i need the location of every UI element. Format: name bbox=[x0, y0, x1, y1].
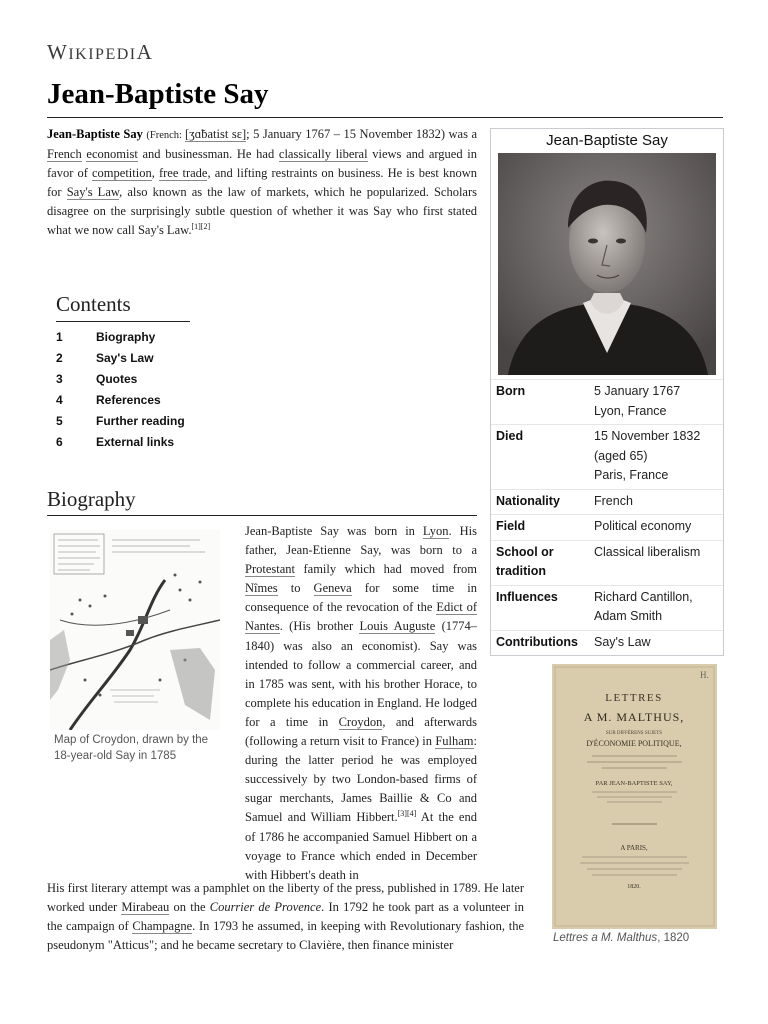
link-fulham[interactable]: Fulham bbox=[435, 734, 474, 749]
contents-divider bbox=[56, 321, 190, 322]
toc-label[interactable]: Biography bbox=[96, 330, 156, 344]
citation-refs[interactable]: [3][4] bbox=[397, 809, 417, 819]
link-classically-liberal[interactable]: classically liberal bbox=[278, 147, 368, 161]
link-political-economy[interactable]: Political economy bbox=[594, 519, 692, 533]
toc-label[interactable]: References bbox=[96, 393, 161, 407]
toc-label[interactable]: External links bbox=[96, 435, 175, 449]
toc-label[interactable]: Say's Law bbox=[96, 351, 154, 365]
infobox-row-field: Field Political economy bbox=[491, 514, 723, 540]
link-protestant[interactable]: Protestant bbox=[245, 562, 295, 577]
book-author: PAR JEAN-BAPTISTE SAY, bbox=[595, 780, 673, 787]
link-classical-liberalism[interactable]: Classical liberalism bbox=[594, 544, 701, 559]
toc-item[interactable]: 1 Biography bbox=[56, 327, 256, 348]
table-of-contents bbox=[56, 327, 256, 453]
subject-name: Jean-Baptiste Say bbox=[47, 127, 143, 141]
book-caption: Lettres a M. Malthus, 1820 bbox=[553, 932, 690, 944]
link-economist[interactable]: economist bbox=[86, 147, 138, 161]
book-title-line-4: D'ÉCONOMIE POLITIQUE, bbox=[586, 739, 682, 748]
infobox-row-nationality: Nationality French bbox=[491, 489, 723, 515]
page-title: Jean-Baptiste Say bbox=[47, 78, 269, 110]
wikipedia-wordmark[interactable]: WIKIPEDIA bbox=[47, 40, 154, 64]
lead-paragraph: Jean-Baptiste Say (French: [ʒɑ̃batist sɛ]; 5 January 1767 – 15 November 1832) was a French economist and businessman. He had classically liberal views and argued in favor of competition, free trade, and lifting restraints on business. He is best known for Say's Law, also known as the law of markets, which he popularized. Scholars disagree on the surprisingly subtle question of whether it was Say who first stated what we now call Say's Law.[1][2] bbox=[47, 127, 478, 237]
link-mirabeau[interactable]: Mirabeau bbox=[121, 900, 170, 915]
infobox-row-died: Died 15 November 1832 (aged 65) Paris, France bbox=[491, 424, 723, 489]
toc-item[interactable]: 6 External links bbox=[56, 432, 256, 453]
toc-label[interactable]: Quotes bbox=[96, 372, 138, 386]
croydon-map-image[interactable] bbox=[50, 530, 220, 730]
link-says-law-infobox[interactable]: Say's Law bbox=[594, 634, 651, 649]
map-caption: Map of Croydon, drawn by the 18-year-old Say in 1785 bbox=[54, 734, 209, 762]
toc-item[interactable]: 4 References bbox=[56, 390, 256, 411]
book-title-line-1: LETTRES bbox=[605, 692, 663, 704]
link-champagne[interactable]: Champagne bbox=[132, 919, 193, 934]
link-lyon-france[interactable]: Lyon, France bbox=[594, 403, 667, 418]
link-lyon[interactable]: Lyon bbox=[422, 524, 449, 538]
infobox-row-contributions: Contributions Say's Law bbox=[491, 630, 723, 656]
contents-heading: Contents bbox=[56, 292, 131, 316]
toc-item[interactable]: 5 Further reading bbox=[56, 411, 256, 432]
pronunciation-link[interactable]: [ʒɑ̃batist sɛ] bbox=[185, 127, 247, 141]
title-divider bbox=[47, 117, 723, 118]
infobox-row-school: School or tradition Classical liberalism bbox=[491, 540, 723, 585]
link-french[interactable]: French bbox=[47, 147, 82, 161]
biography-heading: Biography bbox=[47, 487, 136, 511]
link-competition[interactable]: competition bbox=[92, 166, 152, 180]
link-says-law[interactable]: Say's Law bbox=[66, 185, 120, 199]
infobox-row-born: Born 5 January 1767 Lyon, France bbox=[491, 379, 723, 424]
link-edict-of-nantes[interactable]: Edict of Nantes bbox=[245, 600, 477, 634]
link-louis-auguste[interactable]: Louis Auguste bbox=[359, 619, 436, 634]
book-place: A PARIS, bbox=[620, 844, 648, 852]
biography-paragraph-1: Jean-Baptiste Say was born in Lyon. His father, Jean-Etienne Say, was born to a Protestant family which had moved from Nîmes to Geneva for some time in consequence of the revocation of the Edict of Nantes. (His brother Louis Auguste (1774–1840) was also an economist). Say was intended to follow a commercial career, and in 1785 was sent, with his brother Horace, to complete his education in England. He lodged for a time in Croydon, and afterwards (following a return visit to France) in Fulham: during the latter period he was employed successively by two London-based firms of sugar merchants, James Baillie & Co and Samuel and William Hibbert.[3][4] At the end of 1786 he accompanied Samuel Hibbert on a voyage to France which ended in December with Hibbert's death in bbox=[245, 524, 477, 882]
influences-links[interactable]: Richard Cantillon, Adam Smith bbox=[594, 589, 693, 623]
infobox bbox=[490, 128, 724, 656]
publication-title: Courrier de Provence bbox=[209, 900, 322, 915]
book-title-line-3: SUR DIFFÉRENS SUJETS bbox=[605, 731, 663, 736]
link-nimes[interactable]: Nîmes bbox=[245, 581, 278, 596]
link-croydon[interactable]: Croydon bbox=[338, 714, 383, 729]
biography-paragraph-2: His first literary attempt was a pamphlet on the liberty of the press, published in 1789. He later worked under Mirabeau on the Courrier de Provence. In 1792 he took part as a volunteer in the campaign of Champagne. In 1793 he assumed, in keeping with Revolutionary fashion, the pseudonym "Atticus"; and he became secretary to Clavière, then finance minister bbox=[47, 881, 525, 953]
biography-divider bbox=[47, 515, 477, 516]
link-geneva[interactable]: Geneva bbox=[313, 581, 352, 596]
portrait-image[interactable] bbox=[498, 153, 716, 375]
toc-item[interactable]: 3 Quotes bbox=[56, 369, 256, 390]
lettres-book-image[interactable] bbox=[552, 664, 717, 929]
citation-refs[interactable]: [1][2] bbox=[191, 221, 211, 231]
book-title-line-2: A M. MALTHUS, bbox=[583, 710, 685, 724]
corner-mark: H. bbox=[700, 670, 709, 680]
toc-label[interactable]: Further reading bbox=[96, 414, 185, 428]
toc-item[interactable]: 2 Say's Law bbox=[56, 348, 256, 369]
infobox-row-influences: Influences Richard Cantillon, Adam Smith bbox=[491, 585, 723, 630]
book-year: 1820. bbox=[627, 884, 641, 890]
link-paris-france[interactable]: Paris, France bbox=[594, 468, 669, 482]
infobox-title: Jean-Baptiste Say bbox=[546, 132, 668, 149]
link-free-trade[interactable]: free trade bbox=[158, 166, 208, 180]
